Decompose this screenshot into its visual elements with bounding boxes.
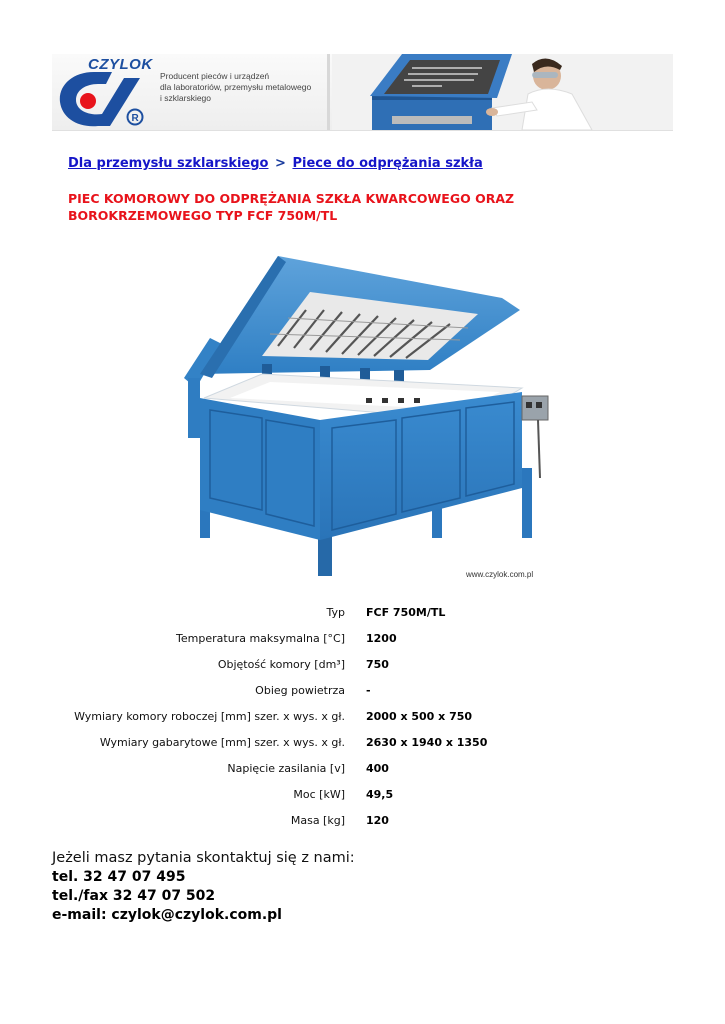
spec-label: Wymiary komory roboczej [mm] szer. x wys. x gł. xyxy=(74,710,345,723)
spec-label: Moc [kW] xyxy=(293,788,345,801)
spec-value: 120 xyxy=(366,814,389,827)
spec-label: Napięcie zasilania [v] xyxy=(227,762,345,775)
breadcrumb xyxy=(68,156,483,171)
contact-email: e-mail: czylok@czylok.com.pl xyxy=(52,907,282,923)
spec-row xyxy=(0,606,725,626)
spec-value: 1200 xyxy=(366,632,397,645)
tagline-line: dla laboratoriów, przemysłu metalowego xyxy=(160,82,312,92)
spec-value: 2630 x 1940 x 1350 xyxy=(366,736,488,749)
spec-label: Masa [kg] xyxy=(290,814,345,827)
spec-value: FCF 750M/TL xyxy=(366,606,446,619)
svg-text:R: R xyxy=(131,113,139,124)
header-banner xyxy=(52,54,673,131)
spec-value: 750 xyxy=(366,658,389,671)
spec-row xyxy=(0,658,725,678)
logo-text: CZYLOK xyxy=(88,56,153,73)
contact-intro: Jeżeli masz pytania skontaktuj się z nami: xyxy=(52,850,355,866)
spec-label: Temperatura maksymalna [°C] xyxy=(176,632,345,645)
breadcrumb-link-glass-industry[interactable]: Dla przemysłu szklarskiego xyxy=(68,156,269,171)
page-title: PIEC KOMOROWY DO ODPRĘŻANIA SZKŁA KWARCOWEGO ORAZ BOROKRZEMOWEGO TYP FCF 750M/TL xyxy=(68,191,515,223)
breadcrumb-link-annealing-furnaces[interactable]: Piece do odprężania szkła xyxy=(292,156,483,171)
tagline-line: Producent pieców i urządzeń xyxy=(160,71,270,81)
banner-photo xyxy=(332,54,673,130)
spec-row xyxy=(0,814,725,834)
spec-row xyxy=(0,788,725,808)
spec-label: Objętość komory [dm³] xyxy=(217,658,345,671)
spec-label: Obieg powietrza xyxy=(255,684,345,697)
spec-value: 400 xyxy=(366,762,389,775)
spec-label: Typ xyxy=(326,606,345,619)
czylok-logo-icon xyxy=(54,68,154,130)
contact-section xyxy=(52,849,355,925)
spec-row xyxy=(0,710,725,730)
contact-phone: tel. 32 47 07 495 xyxy=(52,869,186,885)
spec-row xyxy=(0,736,725,756)
spec-value: 49,5 xyxy=(366,788,394,801)
spec-value: 2000 x 500 x 750 xyxy=(366,710,473,723)
banner-divider xyxy=(327,54,330,130)
spec-value: - xyxy=(366,684,371,697)
spec-row xyxy=(0,632,725,652)
spec-label: Wymiary gabarytowe [mm] szer. x wys. x gł. xyxy=(99,736,345,749)
breadcrumb-separator: > xyxy=(275,156,286,171)
spec-row xyxy=(0,762,725,782)
image-watermark: www.czylok.com.pl xyxy=(466,570,534,579)
product-image xyxy=(170,248,560,588)
tagline-line: i szklarskiego xyxy=(160,93,212,103)
spec-row xyxy=(0,684,725,704)
tagline xyxy=(160,71,330,104)
contact-fax: tel./fax 32 47 07 502 xyxy=(52,888,216,904)
